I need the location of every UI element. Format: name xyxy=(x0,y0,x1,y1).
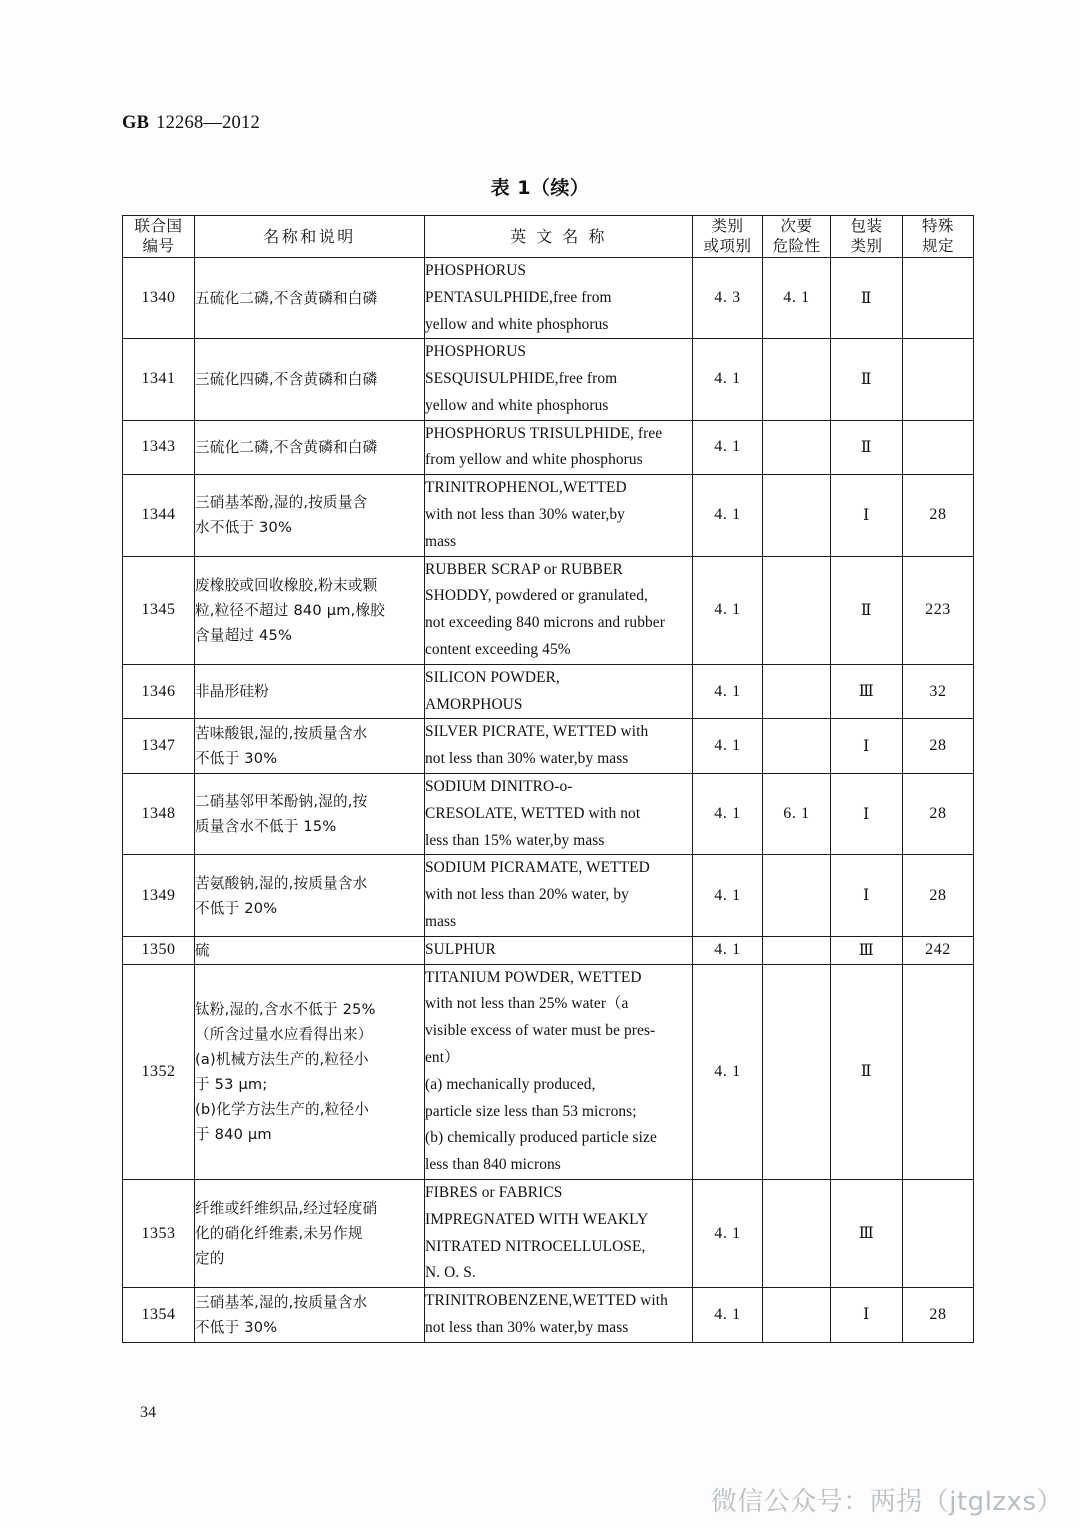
cell-class: 4. 1 xyxy=(693,339,763,420)
cell-packing-group: Ⅰ xyxy=(831,475,903,556)
cell-chinese-name xyxy=(195,339,425,420)
watermark-text: 微信公众号：两拐（jtglzxs） xyxy=(710,1487,1063,1517)
standard-header xyxy=(122,113,260,134)
english-name-line: SODIUM DINITRO-o- xyxy=(425,778,573,796)
english-name-line: TRINITROBENZENE,WETTED with xyxy=(425,1292,668,1310)
chinese-name-line: 定的 xyxy=(195,1250,225,1268)
cell-english-name xyxy=(425,774,693,855)
cell-chinese-name xyxy=(195,1288,425,1343)
standard-prefix: GB xyxy=(122,113,150,133)
cell-special-provision xyxy=(903,420,974,475)
cell-class: 4. 1 xyxy=(693,420,763,475)
english-name-line: RUBBER SCRAP or RUBBER xyxy=(425,560,623,578)
english-name-line: ent） xyxy=(425,1049,460,1067)
cell-english-name xyxy=(425,420,693,475)
english-name-line: particle size less than 53 microns; xyxy=(425,1102,637,1120)
table-caption: 表 1（续） xyxy=(490,177,590,199)
cell-packing-group: Ⅱ xyxy=(831,339,903,420)
chinese-name-line: 三硝基苯酚,湿的,按质量含 xyxy=(195,494,368,512)
standard-number: 12268—2012 xyxy=(156,113,260,133)
cell-un-number: 1341 xyxy=(123,339,195,420)
english-name-line: IMPREGNATED WITH WEAKLY xyxy=(425,1210,649,1228)
cell-subsidiary-hazard xyxy=(763,855,831,936)
english-name-line: SULPHUR xyxy=(425,940,496,958)
english-name-line: with not less than 25% water（a xyxy=(425,995,629,1013)
cell-packing-group: Ⅱ xyxy=(831,257,903,338)
chinese-name-line: 于 53 μm; xyxy=(195,1075,268,1093)
chinese-name-line: 纤维或纤维织品,经过轻度硝 xyxy=(195,1199,378,1217)
chinese-name-line: 质量含水不低于 15% xyxy=(195,818,337,836)
header-line: 特殊 xyxy=(921,217,954,235)
cell-chinese-name xyxy=(195,257,425,338)
cell-special-provision: 28 xyxy=(903,719,974,774)
chinese-name-line: 粒,粒径不超过 840 μm,橡胶 xyxy=(195,601,386,619)
header-line: 次要 xyxy=(780,217,813,235)
english-name-line: (b) chemically produced particle size xyxy=(425,1129,657,1147)
table-row xyxy=(123,1288,974,1343)
cell-class: 4. 1 xyxy=(693,855,763,936)
cell-special-provision xyxy=(903,257,974,338)
cell-english-name xyxy=(425,664,693,719)
cell-chinese-name xyxy=(195,719,425,774)
table-row xyxy=(123,556,974,664)
chinese-name-line: (a)机械方法生产的,粒径小 xyxy=(195,1050,369,1068)
cell-chinese-name xyxy=(195,475,425,556)
table-row xyxy=(123,719,974,774)
cell-class: 4. 1 xyxy=(693,475,763,556)
chinese-name-line: （所含过量水应看得出来） xyxy=(195,1025,373,1043)
english-name-line: mass xyxy=(425,913,457,931)
english-name-line: less than 15% water,by mass xyxy=(425,831,605,849)
cell-packing-group: Ⅰ xyxy=(831,855,903,936)
chinese-name-line: 二硝基邻甲苯酚钠,湿的,按 xyxy=(195,793,368,811)
cell-chinese-name xyxy=(195,936,425,964)
cell-special-provision xyxy=(903,1180,974,1288)
header-line: 类别 xyxy=(711,217,744,235)
cell-english-name xyxy=(425,936,693,964)
english-name-line: PENTASULPHIDE,free from xyxy=(425,288,612,306)
english-name-line: (a) mechanically produced, xyxy=(425,1075,596,1093)
cell-subsidiary-hazard xyxy=(763,664,831,719)
cell-class: 4. 1 xyxy=(693,664,763,719)
dangerous-goods-table-container xyxy=(122,215,973,1343)
cell-subsidiary-hazard: 4. 1 xyxy=(763,257,831,338)
table-row xyxy=(123,664,974,719)
table-header-row-group xyxy=(123,216,974,258)
chinese-name-line: 三硝基苯,湿的,按质量含水 xyxy=(195,1293,368,1311)
chinese-name-line: 三硫化二磷,不含黄磷和白磷 xyxy=(195,438,378,456)
english-name-line: less than 840 microns xyxy=(425,1156,561,1174)
cell-un-number: 1340 xyxy=(123,257,195,338)
chinese-name-line: 不低于 20% xyxy=(195,899,278,917)
cell-chinese-name xyxy=(195,1180,425,1288)
cell-packing-group: Ⅱ xyxy=(831,964,903,1179)
cell-special-provision: 28 xyxy=(903,774,974,855)
chinese-name-line: (b)化学方法生产的,粒径小 xyxy=(195,1100,370,1118)
cell-special-provision xyxy=(903,339,974,420)
chinese-name-line: 非晶形硅粉 xyxy=(195,683,269,701)
cell-special-provision: 28 xyxy=(903,1288,974,1343)
cell-chinese-name xyxy=(195,964,425,1179)
chinese-name-line: 三硫化四磷,不含黄磷和白磷 xyxy=(195,370,378,388)
english-name-line: PHOSPHORUS TRISULPHIDE, free xyxy=(425,424,663,442)
table-row xyxy=(123,964,974,1179)
cell-un-number: 1350 xyxy=(123,936,195,964)
cell-un-number: 1343 xyxy=(123,420,195,475)
table-row xyxy=(123,339,974,420)
cell-packing-group: Ⅱ xyxy=(831,556,903,664)
cell-english-name xyxy=(425,475,693,556)
chinese-name-line: 废橡胶或回收橡胶,粉末或颗 xyxy=(195,576,378,594)
chinese-name-line: 水不低于 30% xyxy=(195,519,293,537)
cell-chinese-name xyxy=(195,420,425,475)
english-name-line: not less than 30% water,by mass xyxy=(425,1318,629,1336)
english-name-line: CRESOLATE, WETTED with not xyxy=(425,804,641,822)
header-line: 危险性 xyxy=(772,237,821,256)
cell-un-number: 1352 xyxy=(123,964,195,1179)
header-line: 或项别 xyxy=(703,237,752,256)
cell-english-name xyxy=(425,719,693,774)
cell-un-number: 1349 xyxy=(123,855,195,936)
dangerous-goods-table xyxy=(122,215,974,1343)
cell-class: 4. 1 xyxy=(693,774,763,855)
english-name-line: yellow and white phosphorus xyxy=(425,315,609,333)
column-header-special-provisions xyxy=(903,216,974,258)
english-name-line: with not less than 30% water,by xyxy=(425,506,625,524)
english-name-line: visible excess of water must be pres- xyxy=(425,1022,656,1040)
cell-class: 4. 1 xyxy=(693,556,763,664)
cell-chinese-name xyxy=(195,556,425,664)
cell-class: 4. 1 xyxy=(693,964,763,1179)
cell-un-number: 1354 xyxy=(123,1288,195,1343)
header-line: 包装 xyxy=(850,217,883,235)
column-header-packing-group xyxy=(831,216,903,258)
english-name-line: NITRATED NITROCELLULOSE, xyxy=(425,1237,646,1255)
chinese-name-line: 不低于 30% xyxy=(195,1318,278,1336)
cell-special-provision xyxy=(903,964,974,1179)
cell-special-provision: 223 xyxy=(903,556,974,664)
chinese-name-line: 化的硝化纤维素,未另作规 xyxy=(195,1225,363,1243)
english-name-line: from yellow and white phosphorus xyxy=(425,451,643,469)
english-name-line: SHODDY, powdered or granulated, xyxy=(425,587,648,605)
header-line: 名称和说明 xyxy=(263,226,356,246)
cell-subsidiary-hazard xyxy=(763,475,831,556)
cell-special-provision: 32 xyxy=(903,664,974,719)
cell-packing-group: Ⅰ xyxy=(831,1288,903,1343)
cell-packing-group: Ⅲ xyxy=(831,664,903,719)
column-header-english-name xyxy=(425,216,693,258)
english-name-line: PHOSPHORUS xyxy=(425,261,527,279)
cell-class: 4. 1 xyxy=(693,1180,763,1288)
chinese-name-line: 苦氨酸钠,湿的,按质量含水 xyxy=(195,874,368,892)
english-name-line: with not less than 20% water, by xyxy=(425,886,629,904)
chinese-name-line: 不低于 30% xyxy=(195,750,278,768)
english-name-line: SESQUISULPHIDE,free from xyxy=(425,370,618,388)
english-name-line: TITANIUM POWDER, WETTED xyxy=(425,968,642,986)
cell-un-number: 1346 xyxy=(123,664,195,719)
header-line: 编号 xyxy=(142,237,175,256)
cell-chinese-name xyxy=(195,664,425,719)
english-name-line: FIBRES or FABRICS xyxy=(425,1184,563,1201)
cell-chinese-name xyxy=(195,855,425,936)
header-line: 英 文 名 称 xyxy=(510,226,607,246)
cell-english-name xyxy=(425,556,693,664)
chinese-name-line: 于 840 μm xyxy=(195,1126,272,1143)
english-name-line: SILVER PICRATE, WETTED with xyxy=(425,723,649,741)
chinese-name-line: 五硫化二磷,不含黄磷和白磷 xyxy=(195,289,378,307)
cell-subsidiary-hazard xyxy=(763,719,831,774)
cell-english-name xyxy=(425,1180,693,1288)
english-name-line: SODIUM PICRAMATE, WETTED xyxy=(425,859,650,877)
cell-special-provision: 28 xyxy=(903,855,974,936)
english-name-line: TRINITROPHENOL,WETTED xyxy=(425,479,627,497)
table-row xyxy=(123,1180,974,1288)
cell-class: 4. 3 xyxy=(693,257,763,338)
english-name-line: content exceeding 45% xyxy=(425,641,571,659)
chinese-name-line: 含量超过 45% xyxy=(195,626,293,644)
cell-special-provision: 28 xyxy=(903,475,974,556)
table-row xyxy=(123,257,974,338)
page-number: 34 xyxy=(140,1404,156,1421)
table-row xyxy=(123,475,974,556)
table-row xyxy=(123,420,974,475)
table-row xyxy=(123,855,974,936)
english-name-line: N. O. S. xyxy=(425,1264,476,1282)
cell-un-number: 1345 xyxy=(123,556,195,664)
english-name-line: not exceeding 840 microns and rubber xyxy=(425,614,665,632)
cell-subsidiary-hazard xyxy=(763,556,831,664)
cell-chinese-name xyxy=(195,774,425,855)
column-header-un-number xyxy=(123,216,195,258)
cell-english-name xyxy=(425,964,693,1179)
cell-subsidiary-hazard xyxy=(763,964,831,1179)
english-name-line: yellow and white phosphorus xyxy=(425,396,609,414)
cell-un-number: 1348 xyxy=(123,774,195,855)
cell-class: 4. 1 xyxy=(693,936,763,964)
cell-subsidiary-hazard xyxy=(763,339,831,420)
header-line: 类别 xyxy=(850,237,883,256)
cell-subsidiary-hazard xyxy=(763,420,831,475)
table-body xyxy=(123,257,974,1342)
column-header-chinese-name xyxy=(195,216,425,258)
english-name-line: not less than 30% water,by mass xyxy=(425,750,629,768)
english-name-line: AMORPHOUS xyxy=(425,695,523,713)
cell-un-number: 1353 xyxy=(123,1180,195,1288)
english-name-line: PHOSPHORUS xyxy=(425,343,527,361)
cell-un-number: 1347 xyxy=(123,719,195,774)
english-name-line: mass xyxy=(425,532,457,550)
cell-packing-group: Ⅲ xyxy=(831,1180,903,1288)
cell-english-name xyxy=(425,339,693,420)
cell-subsidiary-hazard xyxy=(763,936,831,964)
cell-packing-group: Ⅱ xyxy=(831,420,903,475)
header-line: 规定 xyxy=(921,237,954,256)
header-line: 联合国 xyxy=(134,217,183,235)
cell-english-name xyxy=(425,855,693,936)
cell-subsidiary-hazard xyxy=(763,1180,831,1288)
table-row xyxy=(123,774,974,855)
cell-class: 4. 1 xyxy=(693,1288,763,1343)
table-row xyxy=(123,936,974,964)
cell-packing-group: Ⅲ xyxy=(831,936,903,964)
cell-subsidiary-hazard xyxy=(763,1288,831,1343)
cell-un-number: 1344 xyxy=(123,475,195,556)
english-name-line: SILICON POWDER, xyxy=(425,668,560,686)
cell-packing-group: Ⅰ xyxy=(831,719,903,774)
column-header-subsidiary-hazard xyxy=(763,216,831,258)
cell-class: 4. 1 xyxy=(693,719,763,774)
column-header-class-or-division xyxy=(693,216,763,258)
cell-special-provision: 242 xyxy=(903,936,974,964)
cell-english-name xyxy=(425,257,693,338)
chinese-name-line: 钛粉,湿的,含水不低于 25% xyxy=(195,1000,376,1018)
chinese-name-line: 硫 xyxy=(195,941,210,959)
table-header-row xyxy=(123,216,974,258)
cell-subsidiary-hazard: 6. 1 xyxy=(763,774,831,855)
cell-packing-group: Ⅰ xyxy=(831,774,903,855)
chinese-name-line: 苦味酸银,湿的,按质量含水 xyxy=(195,725,368,743)
cell-english-name xyxy=(425,1288,693,1343)
